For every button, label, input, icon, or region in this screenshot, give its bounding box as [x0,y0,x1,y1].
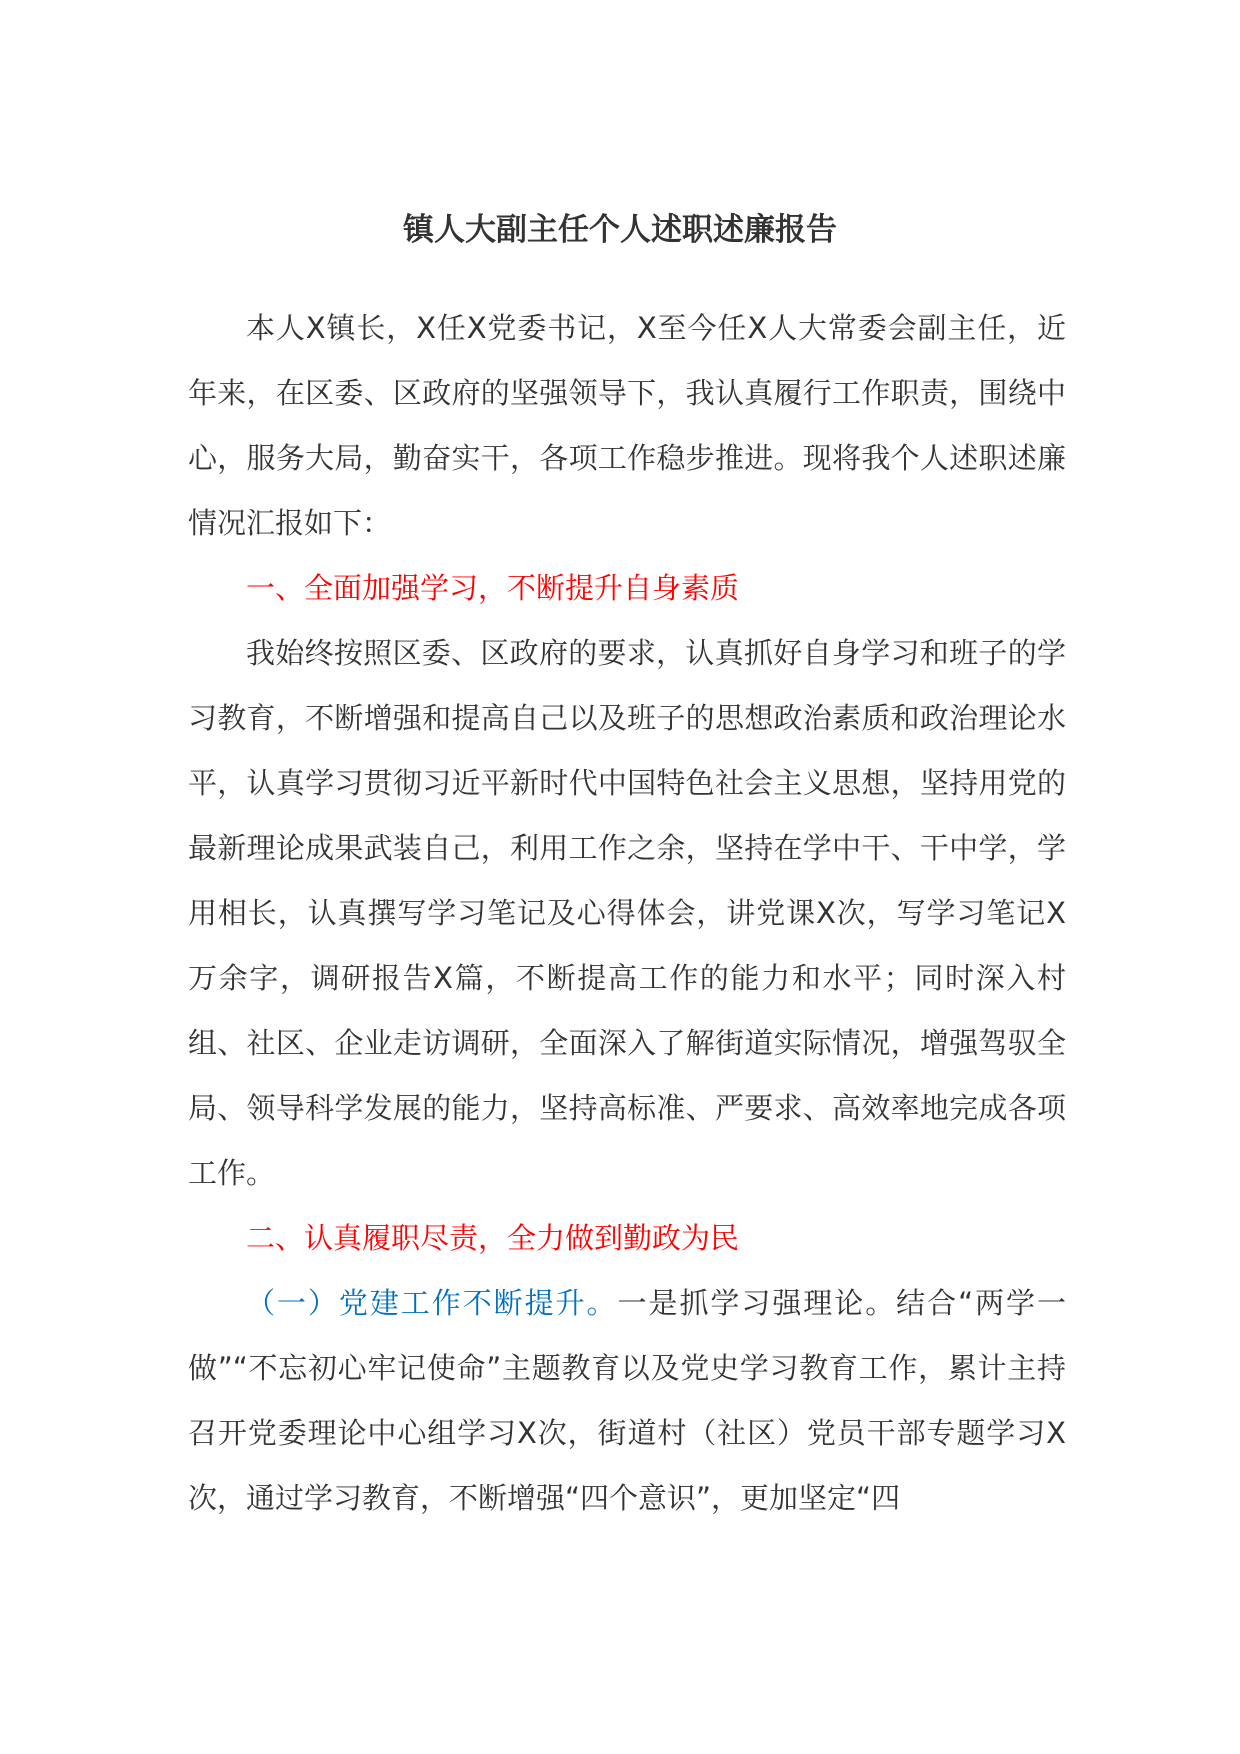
section-2-sub-1-heading: （一）党建工作不断提升。 [246,1286,618,1320]
section-1-heading: 一、全面加强学习，不断提升自身素质 [246,571,740,605]
document-title: 镇人大副主任个人述职述廉报告 [403,212,837,248]
intro-paragraph: 本人X镇长，X任X党委书记，X至今任X人大常委会副主任，近年来，在区委、区政府的坚强领导下，我认真履行工作职责，围绕中心，服务大局，勤奋实干，各项工作稳步推进。现将我个人述职述廉情况汇报如下： [188,311,1066,540]
section-2-heading: 二、认真履职尽责，全力做到勤政为民 [246,1221,740,1255]
section-2-sub-1-paragraph [188,1271,1066,1531]
document-body [188,296,1066,1531]
section-2-sub-1-text: 一是抓学习强理论。结合“两学一做”“不忘初心牢记使命”主题教育以及党史学习教育工作，累计主持召开党委理论中心组学习X次，街道村（社区）党员干部专题学习X次，通过学习教育，不断增强“四个意识”，更加坚定“四 [188,1286,1066,1515]
section-1-paragraph: 我始终按照区委、区政府的要求，认真抓好自身学习和班子的学习教育，不断增强和提高自己以及班子的思想政治素质和政治理论水平，认真学习贯彻习近平新时代中国特色社会主义思想，坚持用党的最新理论成果武装自己，利用工作之余，坚持在学中干、干中学，学用相长，认真撰写学习笔记及心得体会，讲党课X次，写学习笔记X万余字，调研报告X篇，不断提高工作的能力和水平；同时深入村组、社区、企业走访调研，全面深入了解街道实际情况，增强驾驭全局、领导科学发展的能力，坚持高标准、严要求、高效率地完成各项工作。 [188,636,1066,1190]
